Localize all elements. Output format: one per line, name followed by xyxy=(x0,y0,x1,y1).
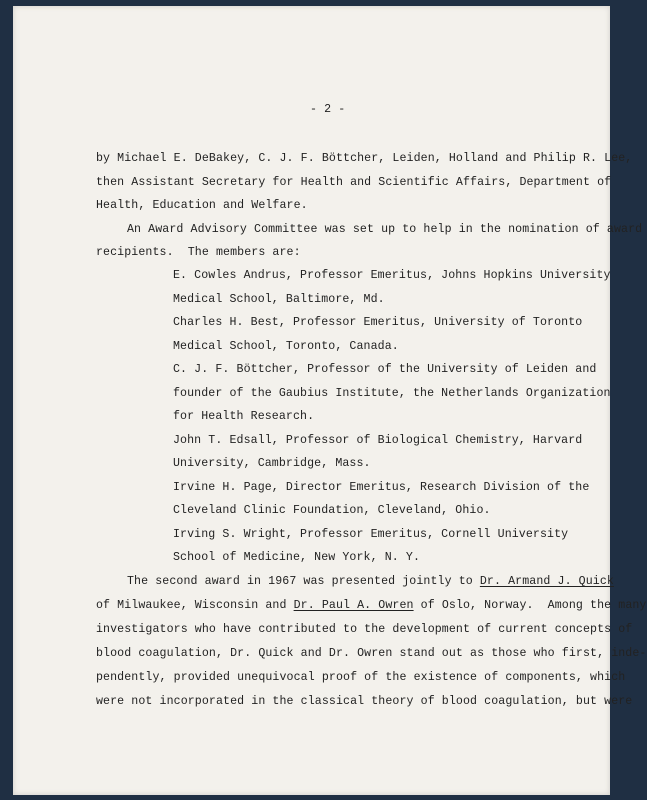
member-line: School of Medicine, New York, N. Y. xyxy=(173,551,421,564)
paragraph-line: recipients. The members are: xyxy=(96,246,301,259)
paragraph-line: Health, Education and Welfare. xyxy=(96,199,308,212)
text-run: of Milwaukee, Wisconsin and xyxy=(96,599,294,612)
member-line: Irving S. Wright, Professor Emeritus, Cornell University xyxy=(173,528,569,541)
member-line: Charles H. Best, Professor Emeritus, University of Toronto xyxy=(173,316,583,329)
member-line: Medical School, Baltimore, Md. xyxy=(173,293,385,306)
member-line: Cleveland Clinic Foundation, Cleveland, Ohio. xyxy=(173,504,491,517)
paragraph-line xyxy=(96,599,647,612)
text-run: of Oslo, Norway. Among the many xyxy=(413,599,647,612)
awardee-name: Dr. Paul A. Owren xyxy=(293,599,414,612)
member-line: Medical School, Toronto, Canada. xyxy=(173,340,399,353)
member-line: John T. Edsall, Professor of Biological Chemistry, Harvard xyxy=(173,434,583,447)
paragraph-line: by Michael E. DeBakey, C. J. F. Böttcher, Leiden, Holland and Philip R. Lee, xyxy=(96,152,633,165)
paragraph-line: then Assistant Secretary for Health and Scientific Affairs, Department of xyxy=(96,176,612,189)
member-line: founder of the Gaubius Institute, the Netherlands Organization xyxy=(173,387,611,400)
member-line: for Health Research. xyxy=(173,410,315,423)
member-line: C. J. F. Böttcher, Professor of the University of Leiden and xyxy=(173,363,597,376)
member-line: University, Cambridge, Mass. xyxy=(173,457,371,470)
page-number: - 2 - xyxy=(310,103,346,116)
text-run: The second award in 1967 was presented jointly to xyxy=(127,575,480,588)
paragraph-line xyxy=(127,575,614,588)
paragraph-line: An Award Advisory Committee was set up to help in the nomination of award xyxy=(127,223,643,236)
paragraph-line: blood coagulation, Dr. Quick and Dr. Owren stand out as those who first, inde- xyxy=(96,647,647,660)
member-line: E. Cowles Andrus, Professor Emeritus, Johns Hopkins University xyxy=(173,269,611,282)
paragraph-line: investigators who have contributed to the development of current concepts of xyxy=(96,623,633,636)
scanner-frame xyxy=(0,0,13,800)
awardee-name: Dr. Armand J. Quick xyxy=(479,575,614,588)
paragraph-line: pendently, provided unequivocal proof of the existence of components, which xyxy=(96,671,626,684)
paragraph-line: were not incorporated in the classical theory of blood coagulation, but were xyxy=(96,695,633,708)
member-line: Irvine H. Page, Director Emeritus, Research Division of the xyxy=(173,481,590,494)
